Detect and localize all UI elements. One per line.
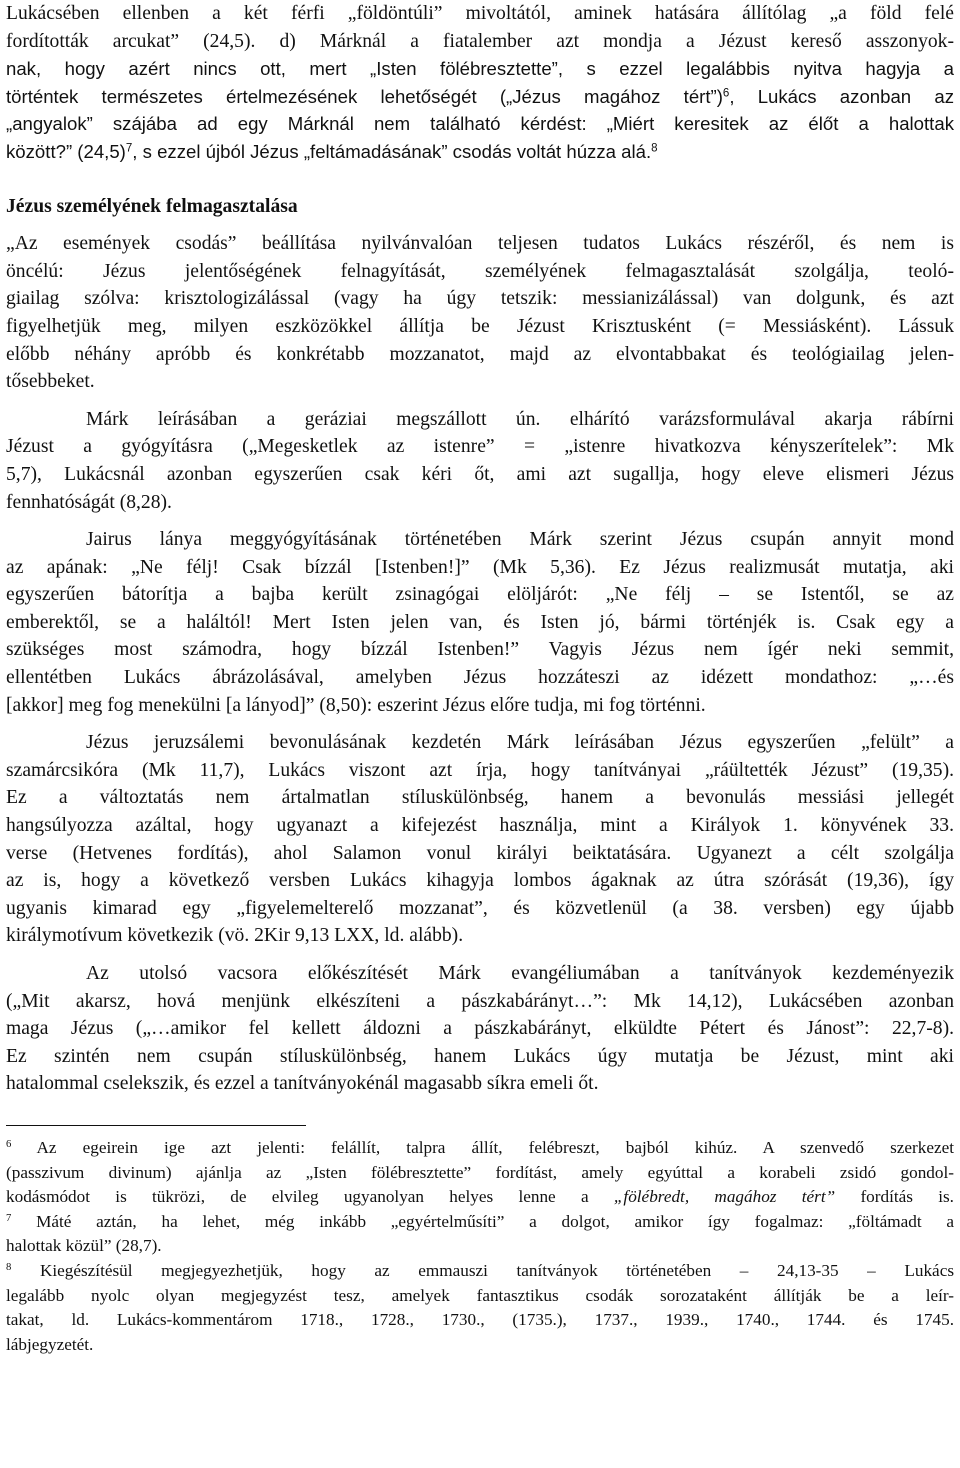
text-line: öncélú: Jézus jelentőségének felnagyítását, személyének felmagasztalását szolgálja, teoló- <box>6 260 954 282</box>
footnote-line <box>6 1210 954 1235</box>
text-fragment: között?” (24,5) <box>6 140 126 162</box>
text-line: az is, hogy a következő versben Lukács kihagyja lombos ágaknak az útra szórását (19,36), így <box>6 870 954 892</box>
text-line: szükséges most számodra, hogy bízzál Istenben!” Vagyis Jézus nem ígér neki semmit, <box>6 639 954 661</box>
spacer <box>6 396 954 406</box>
text-line: előbb néhány apróbb és konkrétabb mozzanatot, majd az elvontabbakat és teológiailag jelen- <box>6 343 954 365</box>
text-line: hangsúlyozza azáltal, hogy ugyanazt a kifejezést használja, mint a Királyok 1. könyvének 33. <box>6 815 954 837</box>
footnote-line: legalább nyolc olyan megjegyzést tesz, amelyek fantasztikus csodák sorozataként állítják be a leír- <box>6 1285 954 1305</box>
footnote-line <box>6 1259 954 1284</box>
text-line: emberektől, se a haláltól! Mert Isten jelen van, és Isten jó, bármi történjék is. Csak egy a <box>6 611 954 633</box>
spacer <box>6 1098 954 1125</box>
spacer <box>6 950 954 960</box>
text-line: verse (Hetvenes fordítás), ahol Salamon vonul királyi beiktatására. Ugyanezt a célt szolgálja <box>6 842 954 864</box>
footnote-separator <box>6 1125 306 1126</box>
text-line: Lukácsében ellenben a két férfi „földöntúli” mivoltától, aminek hatására állítólag „a föld felé <box>6 3 954 24</box>
text-line: figyelhetjük meg, milyen eszközökkel állítja be Jézust Krisztusként (= Messiásként). Lássuk <box>6 315 954 337</box>
text-line: ellentétben Lukács ábrázolásával, amelyben Jézus hozzáteszi az idézett mondathoz: „…és <box>6 667 954 689</box>
text-line: Márk leírásában a geráziai megszállott ún. elhárító varázsformulával akarja rábírni <box>86 408 954 430</box>
footnote-number: 8 <box>6 1262 12 1274</box>
text-fragment: , Lukács azonban az <box>729 85 954 107</box>
text-line: hatalommal cselekszik, és ezzel a tanítványokénál magasabb síkra emeli őt. <box>6 1073 599 1095</box>
text-line: Jézust a gyógyításra („Megesketlek az istenre” = „istenre hivatkozva kényszerítelek”: Mk <box>6 436 954 458</box>
footnote-number: 6 <box>6 1139 12 1151</box>
footnote-ref[interactable]: 6 <box>722 87 730 100</box>
text-fragment: Máté aztán, ha lehet, még inkább „egyértelműsíti” a dolgot, amikor így fogalmaz: „föltámadt a <box>36 1211 954 1231</box>
text-line: szamárcsikóra (Mk 11,7), Lukács viszont azt írja, hogy tanítványai „ráültették Jézust” (19,35). <box>6 759 954 781</box>
footnote-line: lábjegyzetét. <box>6 1334 94 1354</box>
text-line: fennhatóságát (8,28). <box>6 491 172 513</box>
text-line: nak, hogy azért nincs ott, mert „Isten fölébresztette”, s ezzel legalábbis nyitva hagyja a <box>6 58 954 80</box>
text-line: ugyanis kimarad egy „figyelemelterelő mozzanat”, és közvetlenül (a 38. versben) egy újabb <box>6 897 954 919</box>
text-line: 5,7), Lukácsnál azonban egyszerűen csak kéri őt, ami azt sugallja, hogy eleve elismeri Jézus <box>6 463 954 485</box>
spacer <box>6 516 954 526</box>
text-line: egyszerűen bátorítja a bajba került zsinagógai elöljárót: „Ne félj – se Istentől, se az <box>6 584 954 606</box>
text-line <box>6 83 954 111</box>
footnote-line <box>6 1185 954 1210</box>
text-line: [akkor] meg fog menekülni [a lányod]” (8,50): eszerint Jézus előre tudja, mi fog történni. <box>6 694 706 716</box>
text-line <box>6 138 954 166</box>
spacer <box>6 166 954 193</box>
text-line: Az utolsó vacsora előkészítését Márk evangéliumában a tanítványok kezdeményezik <box>86 963 954 984</box>
text-fragment: kodásmódot is tükrözi, de elvileg ugyanolyan helyes lenne a „fölébredt, magához tért” fordítás is. <box>6 1187 954 1207</box>
footnote-number: 7 <box>6 1212 12 1224</box>
text-line: „Az események csodás” beállítása nyilvánvalóan teljesen tudatos Lukács részéről, és nem is <box>6 233 954 255</box>
footnote-line: halottak közül” (28,7). <box>6 1236 162 1256</box>
text-fragment: Az egeirein ige azt jelenti: felállít, talpra állít, felébreszt, bajból kihúz. A szenvedő szerkezet <box>36 1137 954 1157</box>
text-fragment: Kiegészítésül megjegyezhetjük, hogy az emmauszi tanítványok történetében – 24,13-35 – Lukács <box>39 1260 954 1280</box>
text-fragment: történtek természetes értelmezésének lehetőségét („Jézus magához tért”) <box>6 85 723 107</box>
spacer <box>6 719 954 729</box>
footnote-ref[interactable]: 7 <box>125 142 133 155</box>
footnote-line: (passzivum divinum) ajánlja az „Isten fölébresztette” fordítást, amely egyúttal a korabeli zsidó gondol- <box>6 1162 954 1182</box>
text-line: tősebbeket. <box>6 371 95 393</box>
text-line: az apának: „Ne félj! Csak bízzál [Istenben!]” (Mk 5,36). Ez Jézus realizmusát mutatja, aki <box>6 556 954 578</box>
text-line: királymotívum következik (vö. 2Kir 9,13 LXX, ld. alább). <box>6 925 464 947</box>
spacer <box>6 220 954 230</box>
text-line: („Mit akarsz, hová menjünk elkészíteni a pászkabárányt…”: Mk 14,12), Lukácsében azonban <box>6 990 954 1012</box>
text-line: Jézus jeruzsálemi bevonulásának kezdetén Márk leírásában Jézus egyszerűen „felült” a <box>86 732 954 754</box>
section-heading: Jézus személyének felmagasztalása <box>6 195 298 217</box>
footnote-ref[interactable]: 8 <box>651 142 658 155</box>
text-line: fordították arcukat” (24,5). d) Márknál a fiatalember azt mondja a Jézust kereső asszonyok- <box>6 30 954 52</box>
text-line: „angyalok” szájába ad egy Márknál nem található kérdést: „Miért keresitek az élőt a halottak <box>6 113 954 135</box>
text-line: giailag szólva: krisztologizálással (vagy ha úgy tetszik: messianizálással) van dolgunk, és azt <box>6 288 954 310</box>
text-line: Ez a változtatás nem ártalmatlan stíluskülönbség, hanem a bevonulás messiási jellegét <box>6 787 954 809</box>
document-page <box>6 0 954 1357</box>
italic-phrase: „fölébredt, magához tért” <box>613 1187 836 1207</box>
text-fragment: , s ezzel újból Jézus „feltámadásának” csodás voltát húzza alá. <box>132 140 652 162</box>
text-line: Jairus lánya meggyógyításának történetében Márk szerint Jézus csupán annyit mond <box>86 529 954 551</box>
text-line: maga Jézus („…amikor fel kellett áldozni a pászkabárányt, elküldte Pétert és Jánost”: 22,7-8). <box>6 1018 954 1040</box>
footnote-line: takat, ld. Lukács-kommentárom 1718., 1728., 1730., (1735.), 1737., 1939., 1740., 1744. és 1745. <box>6 1310 954 1330</box>
text-line: Ez szintén nem csupán stíluskülönbség, hanem Lukács úgy mutatja be Jézust, mint aki <box>6 1045 954 1067</box>
footnote-line <box>6 1136 954 1161</box>
